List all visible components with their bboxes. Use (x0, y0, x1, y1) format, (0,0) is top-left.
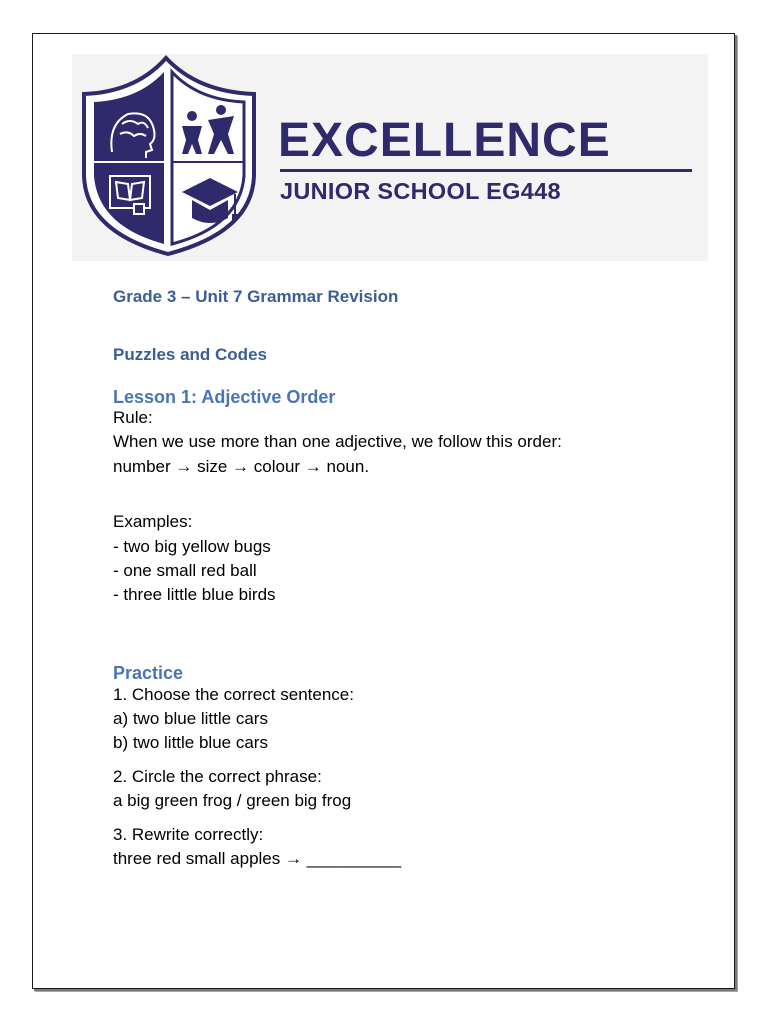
school-subtitle: JUNIOR SCHOOL EG448 (280, 177, 561, 204)
school-title: EXCELLENCE (278, 114, 611, 167)
rule-line: number → size → colour → noun. (113, 457, 370, 476)
school-crest-logo (76, 54, 266, 259)
practice-rewrite: three red small apples → __________ (113, 849, 402, 868)
example-item: - one small red ball (113, 561, 257, 580)
document-page (32, 33, 735, 989)
practice-question: 3. Rewrite correctly: (113, 825, 264, 844)
rule-line: When we use more than one adjective, we follow this order: (113, 432, 562, 451)
practice-heading: Practice (113, 663, 184, 683)
example-item: - three little blue birds (113, 585, 276, 604)
section-heading: Puzzles and Codes (113, 345, 267, 364)
practice-question: 1. Choose the correct sentence: (113, 685, 354, 704)
practice-option: a) two blue little cars (113, 709, 268, 728)
practice-option: b) two little blue cars (113, 733, 268, 752)
school-name (278, 116, 698, 204)
practice-phrase: a big green frog / green big frog (113, 791, 352, 810)
example-item: - two big yellow bugs (113, 537, 271, 556)
document-title: Grade 3 – Unit 7 Grammar Revision (113, 287, 399, 306)
school-banner (72, 54, 708, 261)
rule-label: Rule: (113, 408, 153, 427)
lesson-heading: Lesson 1: Adjective Order (113, 387, 336, 407)
practice-question: 2. Circle the correct phrase: (113, 767, 322, 786)
title-underline (280, 169, 692, 172)
examples-label: Examples: (113, 512, 193, 531)
